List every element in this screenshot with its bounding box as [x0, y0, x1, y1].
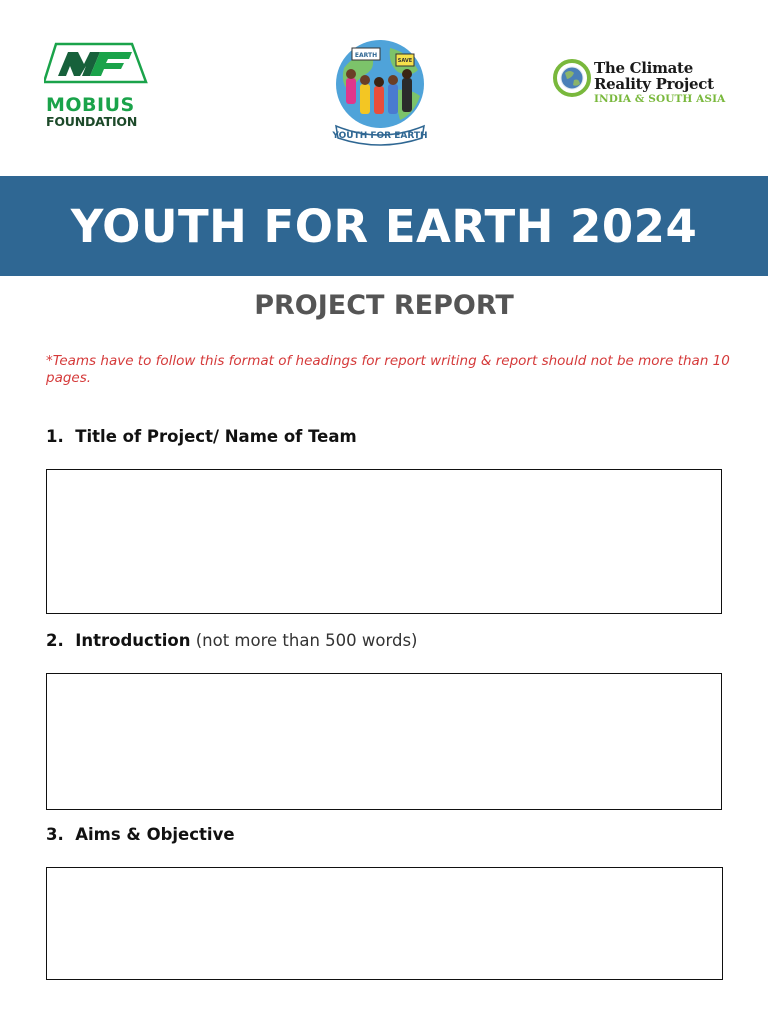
logo-header: [0, 0, 768, 176]
mobius-name: MOBIUS: [46, 94, 135, 116]
section-title: Aims & Objective: [75, 825, 235, 844]
foundation-name: FOUNDATION: [46, 114, 138, 129]
climate-line2: Reality Project: [594, 75, 714, 93]
section-number: 1.: [46, 427, 64, 446]
save-sign: SAVE: [397, 58, 413, 64]
section-number: 2.: [46, 631, 64, 650]
section-heading-aims: [46, 825, 235, 844]
section-title: Introduction: [75, 631, 191, 650]
introduction-answer-box[interactable]: [46, 673, 722, 810]
aims-answer-box[interactable]: [46, 867, 723, 980]
section-title: Title of Project/ Name of Team: [75, 427, 357, 446]
climate-region: INDIA & SOUTH ASIA: [594, 93, 726, 105]
banner-title: YOUTH FOR EARTH 2024: [70, 199, 698, 253]
report-title: PROJECT REPORT: [254, 290, 514, 321]
section-subtext: (not more than 500 words): [195, 631, 418, 650]
climate-reality-wordmark: [594, 60, 725, 106]
section-heading-title: [46, 427, 357, 446]
title-banner: [0, 176, 768, 276]
mobius-foundation-wordmark: [46, 96, 150, 129]
section-heading-introduction: [46, 631, 417, 650]
title-answer-box[interactable]: [46, 469, 722, 614]
section-number: 3.: [46, 825, 64, 844]
earth-sign: EARTH: [354, 52, 378, 59]
youth-for-earth-caption: YOUTH FOR EARTH: [332, 131, 428, 141]
climate-line1: The Climate: [594, 59, 693, 77]
format-note: *Teams have to follow this format of headings for report writing & report should not be more than 10 pages.: [46, 353, 730, 386]
youth-for-earth-logo: [322, 34, 438, 146]
